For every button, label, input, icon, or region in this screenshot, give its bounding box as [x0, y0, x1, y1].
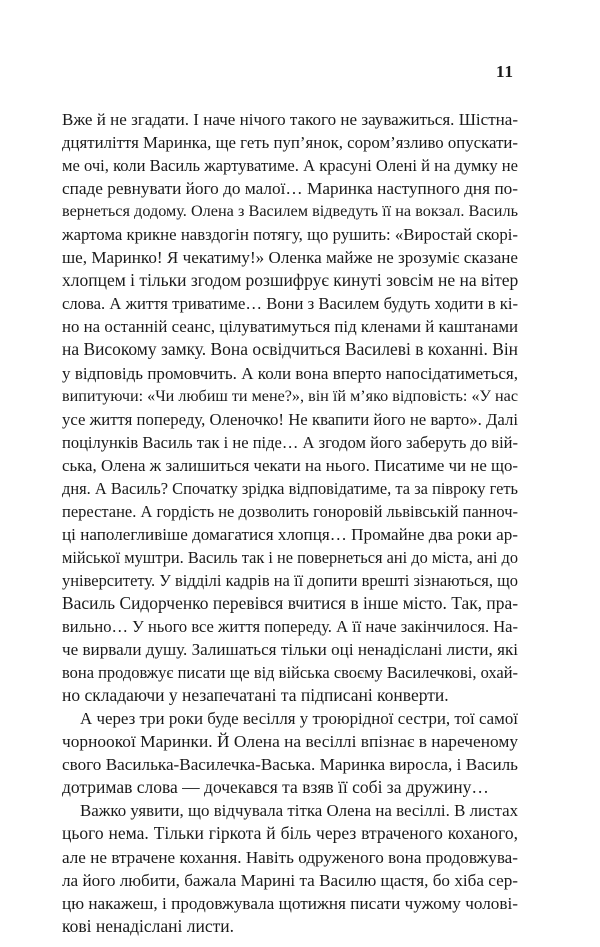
text-line: вильно… У нього все життя попереду. А її наче закінчилося. На- [62, 617, 518, 637]
text-line: ська, Олена ж залишиться чекати на нього. Писатиме чи не що- [62, 455, 518, 475]
text-line: но на останній сеанс, цілуватимуться під кленами й каштанами [62, 317, 518, 337]
text-line: ме очі, коли Василь жартуватиме. А красуні Олені й на думку не [62, 156, 518, 176]
text-line: цього нема. Тільки гіркота й біль через втраченого коханого, [62, 823, 518, 844]
text-line: на Високому замку. Вона освідчиться Василеві в коханні. Він [62, 339, 518, 360]
text-line: жартома крикне навздогін потягу, що рушить: «Виростай скорі- [62, 225, 518, 245]
text-line: Василь Сидорченко перевівся вчитися в інше місто. Так, пра- [62, 592, 518, 613]
text-line: че вирвали душу. Залишаться тільки оці ненадіслані листи, які [62, 640, 518, 660]
text-line: але не втрачене кохання. Навіть одруженого вона продовжува- [62, 847, 518, 867]
text-line: випитуючи: «Чи любиш ти мене?», він їй м’яко відповість: «У нас [62, 387, 518, 405]
text-line: но складаючи у незапечатані та підписані конверти. [62, 685, 449, 706]
text-line: спаде ревнувати його до малої… Маринка наступного дня по- [62, 179, 518, 199]
body-text [62, 108, 518, 938]
text-line: хлопцем і тільки згодом розшифрує кинуті зовсім не на вітер [62, 270, 519, 291]
text-line: перестане. А гордість не дозволить гоноровій львівській панноч- [62, 501, 518, 521]
text-line: усе життя попереду, Оленочко! Не квапити його не варто». Далі [62, 409, 518, 429]
text-line: Важко уявити, що відчувала тітка Олена на весіллі. В листах [80, 801, 518, 821]
text-line: ла його любити, бажала Марині та Василю щастя, бо хіба сер- [62, 870, 518, 890]
text-line: дцятиліття Маринка, ще геть пуп’янок, сором’язливо опускати- [62, 133, 518, 153]
text-line: чорноокої Маринки. Й Олена на весіллі впізнає в нареченому [62, 732, 518, 752]
text-line: мійської муштри. Василь так і не повернеться ані до міста, ані до [62, 547, 518, 567]
page-number: 11 [495, 62, 514, 81]
text-line: А через три роки буде весілля у троюрідної сестри, тої самої [80, 709, 518, 729]
text-line: університету. У відділі кадрів на її допити врешті зізнаються, що [62, 570, 518, 590]
text-line: кові ненадіслані листи. [62, 915, 235, 936]
text-line: ці наполегливіше домагатися хлопця… Промайне два роки ар- [62, 524, 518, 544]
text-line: ше, Маринко! Я чекатиму!» Оленка майже не зрозуміє сказане [62, 248, 518, 268]
text-line: вона продовжує писати ще від війська своєму Василечкові, охай- [62, 663, 518, 683]
text-line: дотримав слова — дочекався та взяв її собі за дружину… [62, 777, 489, 798]
text-line: поцілунків Василь так і не піде… А згодом його заберуть до вій- [62, 432, 518, 452]
text-line: цю накажеш, і продовжувала щотижня писати чужому чолові- [62, 893, 518, 913]
text-line: слова. А життя триватиме… Вони з Василем будуть ходити в кі- [62, 294, 518, 314]
text-line: у відповідь промовчить. А коли вона вперто напосідатиметься, [62, 363, 518, 383]
text-line: свого Василька-Василечка-Васька. Маринка виросла, і Василь [62, 755, 518, 775]
text-line: вернеться додому. Олена з Василем відведуть її на вокзал. Василь [62, 202, 518, 221]
text-line: Вже й не згадати. І наче нічого такого не зауважиться. Шістна- [62, 110, 518, 129]
text-line: дня. А Василь? Спочатку зрідка відповідатиме, та за півроку геть [62, 478, 518, 498]
